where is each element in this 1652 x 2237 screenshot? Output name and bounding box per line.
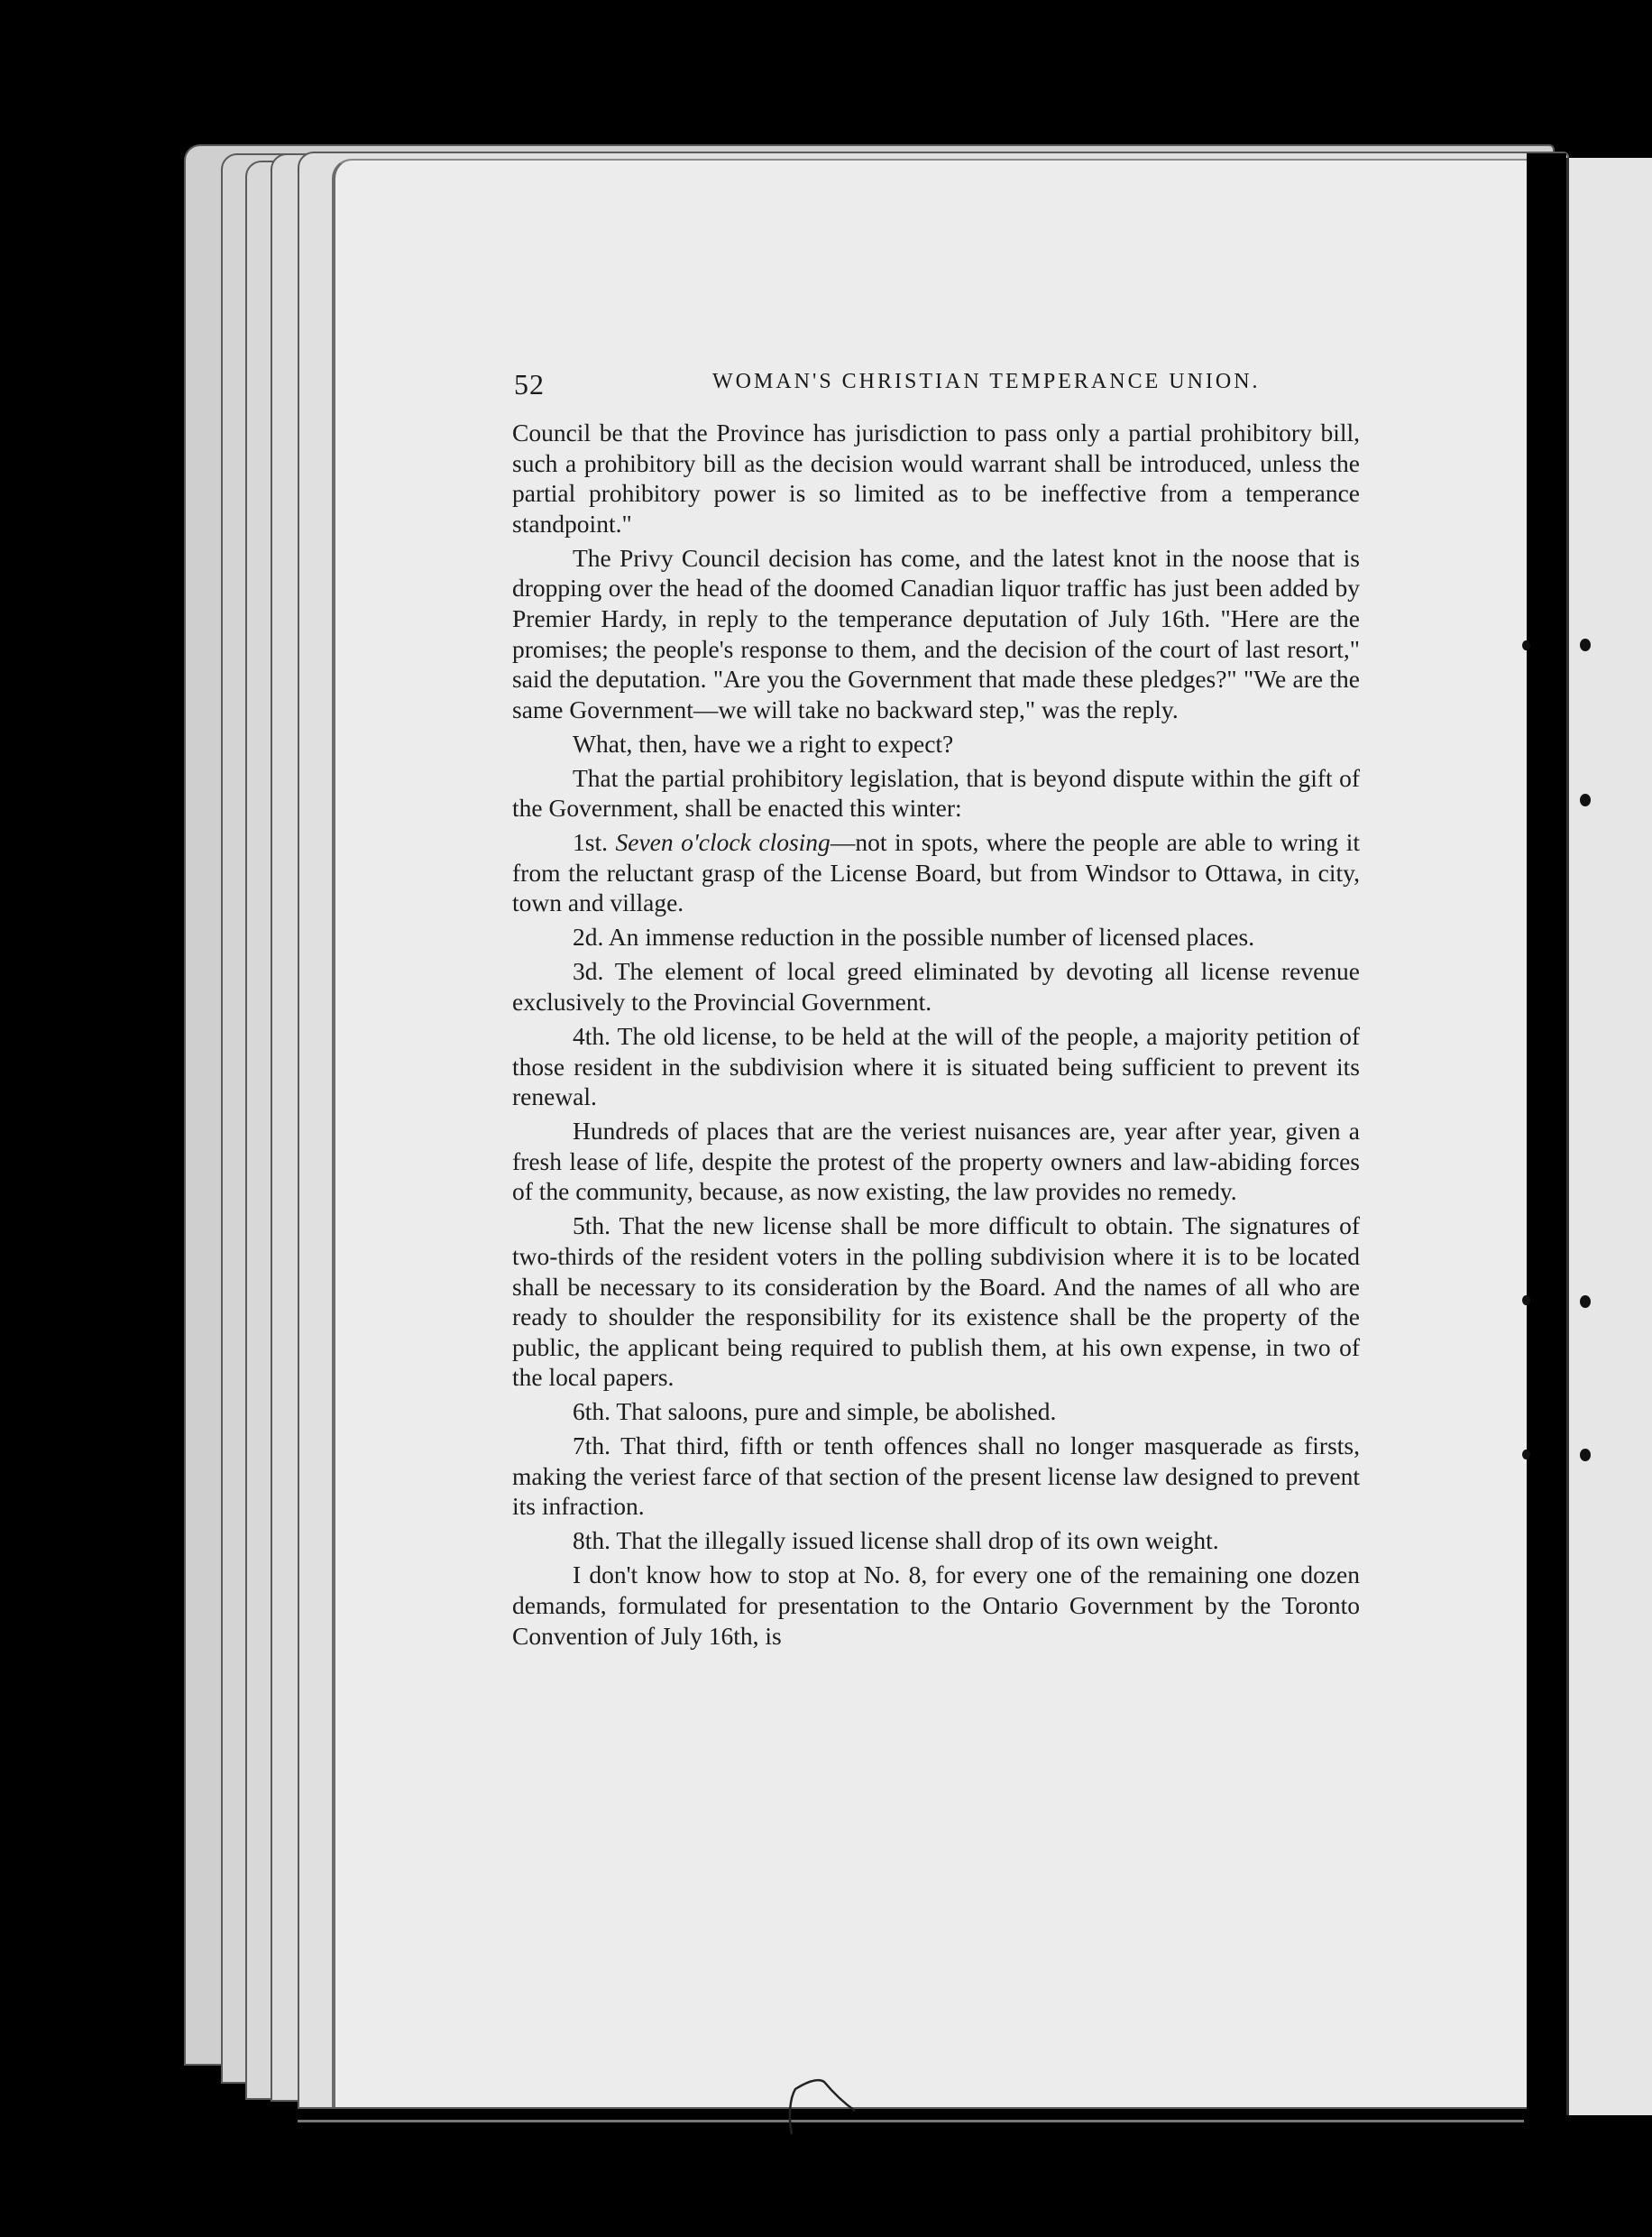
paragraph: The Privy Council decision has come, and the latest knot in the noose that is dropping over the head of the doomed Canadian liquor traffic has just been added by Premier Hardy, in reply to the temperance deputation of July 16th. "Here are the promises; the people's response to them, and the decision of the court of last resort," said the deputation. "Are you the Government that made these pledges?" "We are the same Government—we will take no backward step," was the reply. xyxy=(512,543,1360,723)
binding-hole xyxy=(1522,640,1530,650)
running-head xyxy=(514,361,1524,406)
paragraph: Hundreds of places that are the veriest nuisances are, year after year, given a fresh lease of life, despite the protest of the property owners and law-abiding forces of the community, because, as now existing, the law provides no remedy. xyxy=(512,1117,1360,1206)
paragraph-text: —not in spots, where the people are able to wring it from the reluctant grasp of the License Board, but from Windsor to Ottawa, in city, town and village. xyxy=(512,828,1360,917)
paragraph xyxy=(512,827,1360,918)
paragraph: 5th. That the new license shall be more difficult to obtain. The signatures of two-thirds of the resident voters in the polling subdivision where it is to be located shall be necessary to its consideration by the Board. And the names of all who are ready to shoulder the responsibility for its existence shall be the property of the public, the applicant being required to publish them, at his own expense, in two of the local papers. xyxy=(512,1211,1360,1392)
binding-hole xyxy=(1580,1449,1591,1461)
gutter xyxy=(1527,153,1566,2120)
binding-hole xyxy=(1580,794,1591,806)
pen-mark xyxy=(783,2071,864,2143)
italic-phrase: Seven o'clock closing xyxy=(615,828,831,857)
item-number: 1st. xyxy=(573,828,608,857)
binding-hole xyxy=(1580,639,1591,651)
paragraph: 6th. That saloons, pure and simple, be abolished. xyxy=(573,1397,1057,1426)
page-number: 52 xyxy=(514,368,545,400)
paragraph: 8th. That the illegally issued license shall drop of its own weight. xyxy=(573,1526,1219,1555)
binding-hole xyxy=(1522,1295,1530,1305)
paragraph: I don't know how to stop at No. 8, for every one of the remaining one dozen demands, formulated for presentation to the Ontario Government by the Toronto Convention of July 16th, is xyxy=(512,1560,1360,1650)
paragraph: 3d. The element of local greed eliminated by devoting all license revenue exclusively to the Provincial Government. xyxy=(512,957,1360,1017)
binding-hole xyxy=(1522,1450,1530,1459)
paragraph: What, then, have we a right to expect? xyxy=(573,729,954,758)
binding-hole xyxy=(1580,1295,1591,1308)
facing-page-edge xyxy=(1566,158,1652,2115)
running-title: WOMAN'S CHRISTIAN TEMPERANCE UNION. xyxy=(712,370,1261,393)
page-body xyxy=(512,418,1360,1655)
paragraph: 7th. That third, fifth or tenth offences shall no longer masquerade as firsts, making the veriest farce of that section of the present license law designed to prevent its infraction. xyxy=(512,1431,1360,1521)
paragraph: Council be that the Province has jurisdiction to pass only a partial prohibitory bill, such a prohibitory bill as the decision would warrant shall be introduced, unless the partial prohibitory power is so limited as to be ineffective from a temperance standpoint." xyxy=(512,419,1360,538)
paragraph: 4th. The old license, to be held at the will of the people, a majority petition of those resident in the subdivision where it is situated being sufficient to prevent its renewal. xyxy=(512,1022,1360,1111)
paragraph: 2d. An immense reduction in the possible number of licensed places. xyxy=(573,923,1255,952)
paragraph: That the partial prohibitory legislation, that is beyond dispute within the gift of the Government, shall be enacted this winter: xyxy=(512,763,1360,823)
